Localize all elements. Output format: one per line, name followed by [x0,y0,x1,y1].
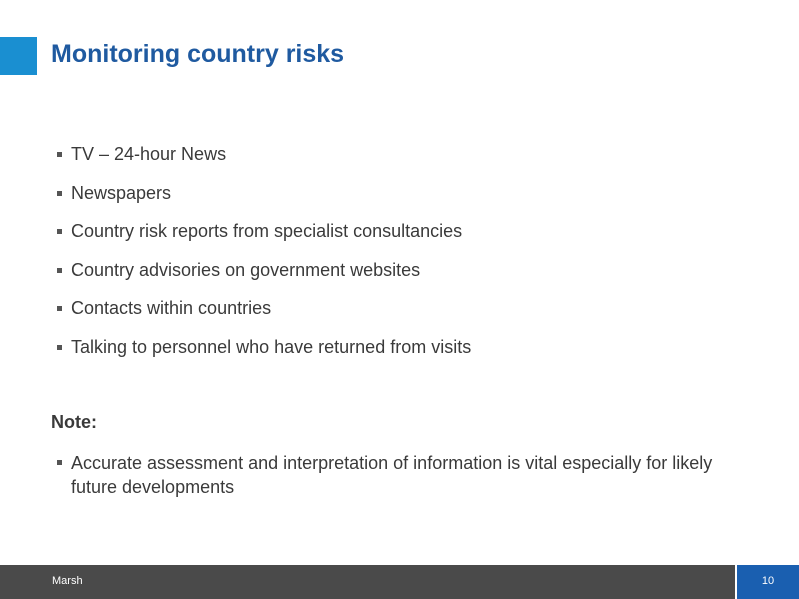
bullet-item [51,259,751,298]
square-bullet-icon [57,306,62,311]
square-bullet-icon [57,345,62,350]
title-accent-block [0,37,37,75]
bullet-text: Country risk reports from specialist consultancies [71,221,463,241]
slide-title: Monitoring country risks [51,40,345,68]
square-bullet-icon [57,268,62,273]
bullet-text: Contacts within countries [71,298,272,318]
bullet-item [51,336,751,375]
bullet-text: TV – 24-hour News [71,144,227,164]
square-bullet-icon [57,191,62,196]
square-bullet-icon [57,152,62,157]
page-number-box [735,565,799,599]
footer-brand: Marsh [52,575,83,587]
note-text: Accurate assessment and interpretation of information is vital especially for likely future developments [71,453,713,497]
bullet-item [51,220,751,259]
note-label: Note: [51,412,97,432]
bullet-item [51,182,751,221]
bullet-text: Newspapers [71,182,172,203]
bullet-item [51,297,751,336]
square-bullet-icon [57,229,62,234]
bullet-list [51,143,751,374]
bullet-text: Country advisories on government websites [71,259,421,280]
square-bullet-icon [57,460,62,465]
bullet-text: Talking to personnel who have returned from visits [71,336,472,357]
page-number: 10 [761,575,775,587]
bullet-item [51,143,751,182]
footer-bar [0,565,799,599]
